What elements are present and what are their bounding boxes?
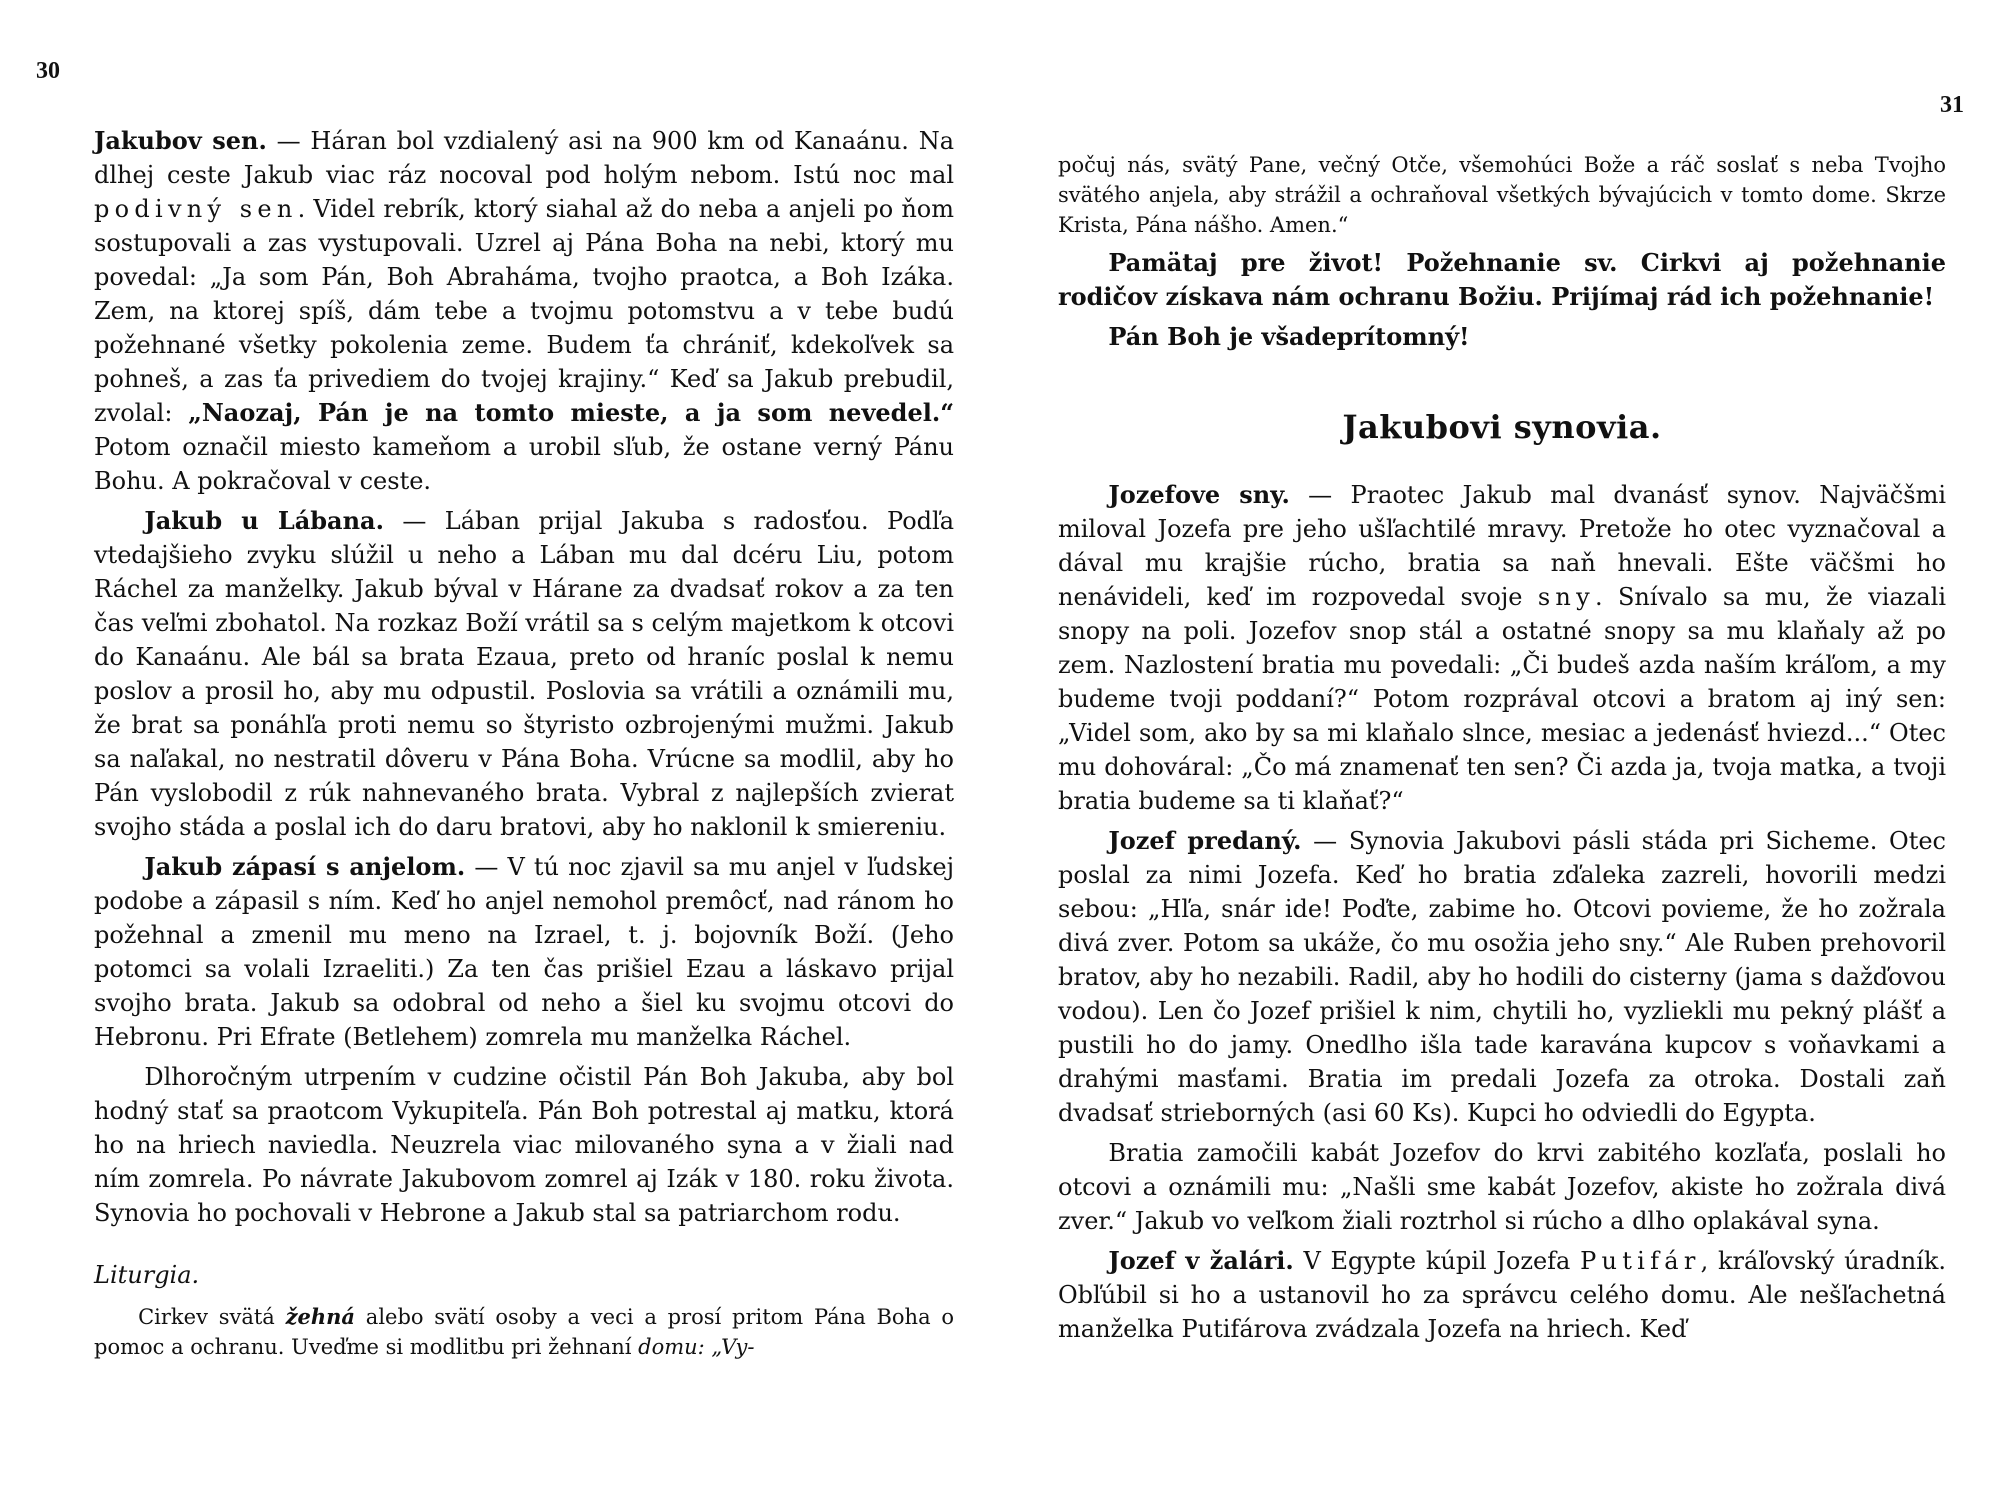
paragraph-text: Bratia zamočili kabát Jozefov do krvi zabitého kozľaťa, poslali ho otcovi a oznámili mu: „Našli sme kabát Jozefov, akiste ho zožrala divá zver.“ Jakub vo veľkom žiali roztrhol si rúcho a dlho oplakával syna. bbox=[1058, 1139, 1946, 1235]
paragraph-liturgy bbox=[94, 1302, 954, 1362]
paragraph-prayer-continuation bbox=[1058, 150, 1946, 240]
paragraph-remember bbox=[1058, 246, 1946, 314]
paragraph-text: Cirkev svätá bbox=[138, 1305, 286, 1329]
paragraph-text: Pán Boh je všadeprítomný! bbox=[1108, 322, 1470, 351]
paragraph-text: Pamätaj pre život! Požehnanie sv. Cirkvi aj požehnanie rodičov získava nám ochranu Božiu. Prijímaj rád ich požehnanie! bbox=[1058, 248, 1946, 311]
paragraph-text: — Synovia Jakubovi pásli stáda pri Sicheme. Otec poslal za nimi Jozefa. Keď ho bratia zďaleka zazreli, hovorili medzi sebou: „Hľa, snár ide! Poďte, zabime ho. Otcovi povieme, že ho zožrala divá zver. Potom sa ukáže, čo mu osožia jeho sny.“ Ale Ruben prehovoril bratov, aby ho nezabili. Radil, aby ho hodili do cisterny (jama s dažďovou vodou). Len čo Jozef prišiel k nim, chytili ho, vyzliekli mu pekný plášť a pustili ho do jamy. Onedlho išla tade karavána kupcov s voňavkami a drahými masťami. Bratia im predali Jozefa za otroka. Dostali zaň dvadsať strieborných (asi 60 Ks). Kupci ho odviedli do Egypta. bbox=[1058, 827, 1947, 1127]
paragraph-text: — Lában prijal Jakuba s radosťou. Podľa vtedajšieho zvyku slúžil u neho a Lában mu dal dcéru Liu, potom Ráchel za manželky. Jakub býval v Háranе za dvadsať rokov a za ten čas veľmi zbohatol. Na rozkaz Boží vrátil sa s celým majetkom k otcovi do Kanaánu. Ale bál sa brata Ezaua, preto od hraníc poslal k nemu poslov a prosil ho, aby mu odpustil. Poslovia sa vrátili a oznámili mu, že brat sa ponáhľa proti nemu so štyristo ozbrojenými mužmi. Jakub sa naľakal, no nestratil dôveru v Pána Boha. Vrúcne sa modlil, aby ho Pán vyslobodil z rúk nahnevaného brata. Vybral z najlepších zvierat svojho stáda a poslal ich do daru bratovi, aby ho naklonil k smiereniu. bbox=[94, 507, 954, 841]
paragraph-text: . Videl rebrík, ktorý siahal až do neba a anjeli po ňom sostupovali a zas vystupovali. Uzrel aj Pána Boha na nebi, ktorý mu povedal: „Ja som Pán, Boh Abraháma, tvojho praotca, a Boh Izáka. Zem, na ktorej spíš, dám tebe a tvojmu potomstvu a v tebe budú požehnané všetky pokolenia zeme. Budem ťa chrániť, kdekoľvek sa pohneš, a zas ťa privediem do tvojej krajiny.“ Keď sa Jakub prebudil, zvolal: bbox=[94, 195, 954, 427]
bold-quote: „Naozaj, Pán je na tomto mieste, a ja som nevedel.“ bbox=[188, 398, 954, 427]
paragraph-jakub-u-labana bbox=[94, 504, 954, 844]
paragraph-lead: Jozef v žalári. bbox=[1108, 1246, 1294, 1275]
paragraph-lead: Jakubov sen. bbox=[94, 126, 267, 155]
paragraph-jakub-zapasi bbox=[94, 850, 954, 1054]
paragraph-lead: Jozefove sny. bbox=[1108, 480, 1290, 509]
paragraph-text: Potom označil miesto kameňom a urobil sľub, že ostane verný Pánu Bohu. A pokračoval v ceste. bbox=[94, 433, 954, 495]
paragraph-text: počuj nás, svätý Pane, večný Otče, všemohúci Bože a ráč soslať s neba Tvojho svätého anjela, aby strážil a ochraňoval všetkých bývajúcich v tomto dome. Skrze Krista, Pána nášho. Amen.“ bbox=[1058, 153, 1946, 237]
right-column bbox=[1058, 150, 1946, 1352]
paragraph-text: alebo svätí osoby a veci a prosí pritom Pána Boha o pomoc a ochranu. Uveďme si modlitbu pri žehnaní bbox=[94, 1305, 955, 1359]
paragraph-text: V Egypte kúpil Jozefa bbox=[1293, 1247, 1581, 1275]
paragraph-text: . Snívalo sa mu, že viazali snopy na poli. Jozefov snop stál a ostatné snopy sa mu klaňaly až po zem. Nazlostení bratia mu povedali: „Či budeš azda naším kráľom, a my budeme tvoji poddaní?“ Potom rozprával otcovi a bratom aj iný sen: „Videl som, ako by sa mi klaňalo slnce, mesiac a jedenásť hviezd...“ Otec mu dohováral: „Čo má znamenať ten sen? Či azda ja, tvoja matka, a tvoji bratia budeme sa ti klaňať?“ bbox=[1058, 583, 1946, 815]
paragraph-jakubov-sen bbox=[94, 124, 954, 498]
paragraph-text: — V tú noc zjavil sa mu anjel v ľudskej podobe a zápasil s ním. Keď ho anjel nemohol premôcť, nad ránom ho požehnal a zmenil mu meno na Izrael, t. j. bojovník Boží. (Jeho potomci sa volali Izraeliti.) Za ten čas prišiel Ezau a láskavo prijal svojho brata. Jakub sa odobral od neho a šiel ku svojmu otcovi do Hebronu. Pri Efrate (Betlehem) zomrela mu manželka Ráchel. bbox=[94, 853, 955, 1051]
right-page bbox=[1000, 0, 1996, 1500]
liturgy-heading: Liturgia. bbox=[94, 1261, 200, 1289]
right-page-number: 31 bbox=[1940, 92, 1964, 118]
paragraph-jozef-v-zalari bbox=[1058, 1244, 1946, 1346]
paragraph-dlhorocnym bbox=[94, 1060, 954, 1230]
paragraph-text: — Praotec Jakub mal dvanásť synov. Najväčšmi miloval Jozefa pre jeho ušľachtilé mravy. Pretože ho otec vyznačoval a dával mu krajšie rúcho, bratia sa naň hnevali. Ešte väčšmi ho nenávideli, keď im rozpovedal svoje bbox=[1058, 481, 1946, 611]
paragraph-lead: Jakub zápasí s anjelom. bbox=[144, 852, 466, 881]
left-column bbox=[94, 124, 954, 1368]
italic-emphasis: žehná bbox=[285, 1304, 356, 1329]
spaced-emphasis: sny bbox=[1537, 583, 1596, 611]
section-title: Jakubovi synovia. bbox=[1342, 408, 1662, 446]
paragraph-jozef-predany bbox=[1058, 824, 1946, 1130]
paragraph-omnipresent bbox=[1058, 320, 1946, 354]
spaced-emphasis: Putifár bbox=[1580, 1247, 1701, 1275]
paragraph-text: , kráľovský úradník. Obľúbil si ho a ustanovil ho za správcu celého domu. Ale nešľachetná manželka Putifárova zvádzala Jozefa na hriech. Keď bbox=[1058, 1247, 1947, 1343]
italic-emphasis: domu: „Vy- bbox=[638, 1335, 755, 1359]
paragraph-text: — Háran bol vzdialený asi na 900 km od Kanaánu. Na dlhej ceste Jakub viac ráz nocoval pod holým nebom. Istú noc mal bbox=[94, 127, 954, 189]
paragraph-lead: Jakub u Lábana. bbox=[144, 506, 384, 535]
paragraph-bratia-zamocili bbox=[1058, 1136, 1946, 1238]
left-page-number: 30 bbox=[36, 58, 60, 84]
spaced-emphasis: podivný sen bbox=[94, 195, 298, 223]
paragraph-lead: Jozef predaný. bbox=[1108, 826, 1302, 855]
paragraph-jozefove-sny bbox=[1058, 478, 1946, 818]
paragraph-text: Dlhoročným utrpením v cudzine očistil Pán Boh Jakuba, aby bol hodný stať sa praotcom Vykupiteľa. Pán Boh potrestal aj matku, ktorá ho na hriech naviedla. Neuzrela viac milovaného syna a v žiali nad ním zomrela. Po návrate Jakubovom zomrel aj Izák v 180. roku života. Synovia ho pochovali v Hebrone a Jakub stal sa patriarchom rodu. bbox=[94, 1063, 954, 1227]
